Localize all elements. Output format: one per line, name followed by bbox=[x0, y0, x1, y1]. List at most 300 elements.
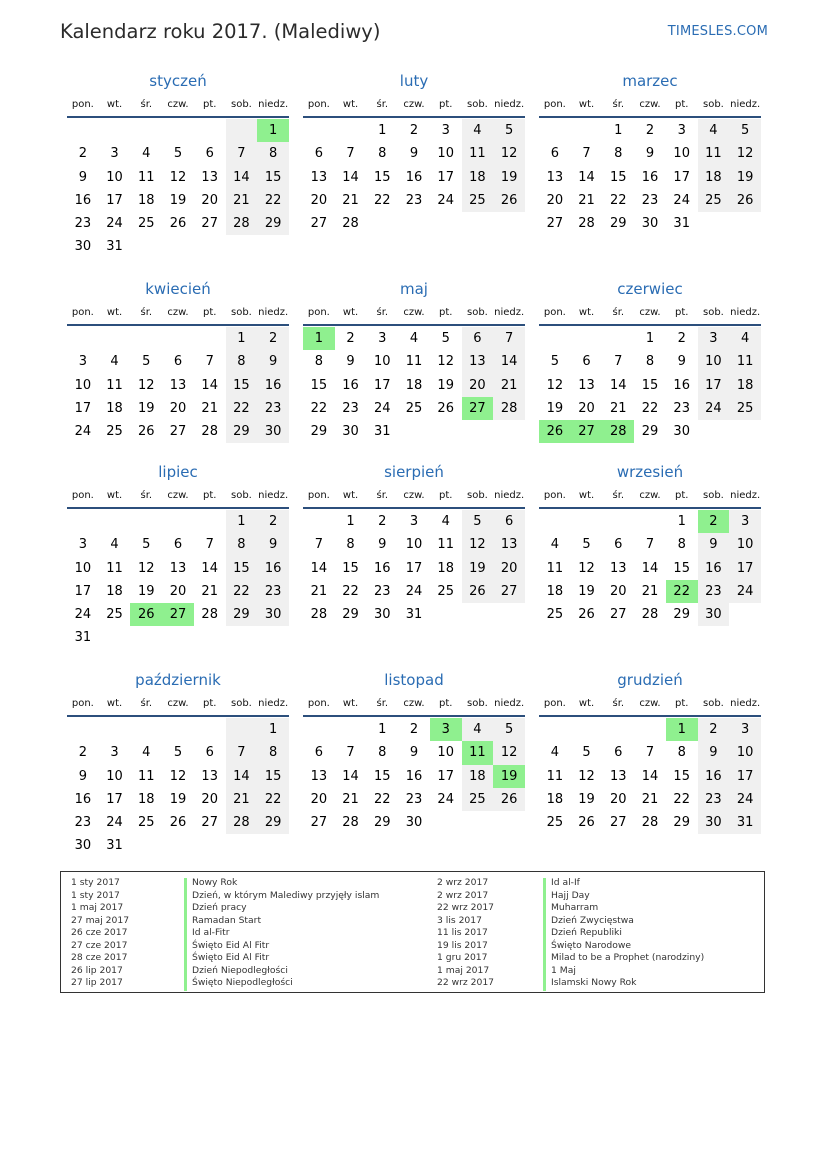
day-cell[interactable]: 3 bbox=[378, 331, 387, 346]
day-cell[interactable]: 29 bbox=[257, 811, 289, 834]
holiday-day-cell[interactable]: 22 bbox=[666, 580, 698, 603]
day-cell[interactable]: 17 bbox=[437, 768, 454, 784]
day-cell[interactable]: 19 bbox=[578, 791, 595, 807]
day-cell[interactable]: 10 bbox=[74, 377, 92, 393]
day-cell[interactable]: 27 bbox=[310, 216, 328, 232]
day-cell[interactable]: 11 bbox=[138, 169, 155, 185]
day-cell[interactable]: 5 bbox=[441, 331, 450, 346]
day-cell[interactable]: 8 bbox=[677, 745, 686, 761]
day-cell[interactable]: 22 bbox=[226, 580, 258, 603]
day-cell[interactable]: 12 bbox=[493, 741, 525, 764]
day-cell[interactable]: 14 bbox=[201, 560, 218, 576]
day-cell[interactable]: 18 bbox=[462, 166, 494, 189]
day-cell[interactable]: 4 bbox=[550, 537, 559, 553]
day-cell[interactable]: 1 bbox=[378, 123, 387, 138]
day-cell[interactable]: 5 bbox=[729, 119, 761, 142]
day-cell[interactable]: 12 bbox=[578, 768, 595, 784]
day-cell[interactable]: 20 bbox=[610, 583, 627, 599]
day-cell[interactable]: 28 bbox=[201, 424, 218, 440]
day-cell[interactable]: 7 bbox=[645, 745, 655, 761]
holiday-day-cell[interactable]: 26 bbox=[130, 603, 162, 626]
day-cell[interactable]: 12 bbox=[437, 354, 454, 370]
day-cell[interactable]: 24 bbox=[74, 607, 92, 623]
day-cell[interactable]: 6 bbox=[314, 146, 323, 162]
day-cell[interactable]: 29 bbox=[673, 607, 690, 623]
day-cell[interactable]: 3 bbox=[441, 123, 450, 138]
holiday-day-cell[interactable]: 1 bbox=[666, 718, 698, 741]
site-link[interactable]: TIMESLES.COM bbox=[667, 24, 768, 39]
day-cell[interactable]: 9 bbox=[257, 533, 289, 556]
day-cell[interactable]: 13 bbox=[201, 768, 218, 784]
day-cell[interactable]: 22 bbox=[226, 397, 258, 420]
day-cell[interactable]: 11 bbox=[729, 350, 761, 373]
day-cell[interactable]: 23 bbox=[74, 216, 92, 232]
day-cell[interactable]: 19 bbox=[493, 166, 525, 189]
day-cell[interactable]: 11 bbox=[437, 537, 454, 553]
day-cell[interactable]: 4 bbox=[698, 119, 730, 142]
day-cell[interactable]: 6 bbox=[614, 537, 623, 553]
day-cell[interactable]: 28 bbox=[641, 815, 659, 831]
day-cell[interactable]: 19 bbox=[138, 400, 155, 416]
day-cell[interactable]: 3 bbox=[729, 718, 761, 741]
day-cell[interactable]: 20 bbox=[169, 583, 187, 599]
day-cell[interactable]: 5 bbox=[462, 510, 494, 533]
day-cell[interactable]: 6 bbox=[205, 745, 214, 761]
day-cell[interactable]: 17 bbox=[106, 791, 123, 807]
day-cell[interactable]: 14 bbox=[342, 169, 359, 185]
day-cell[interactable]: 11 bbox=[106, 377, 123, 393]
holiday-day-cell[interactable]: 27 bbox=[462, 397, 494, 420]
day-cell[interactable]: 21 bbox=[201, 400, 218, 416]
day-cell[interactable]: 13 bbox=[169, 560, 187, 576]
day-cell[interactable]: 1 bbox=[226, 327, 258, 350]
day-cell[interactable]: 12 bbox=[169, 169, 187, 185]
day-cell[interactable]: 1 bbox=[226, 510, 258, 533]
day-cell[interactable]: 29 bbox=[257, 212, 289, 235]
day-cell[interactable]: 14 bbox=[201, 377, 218, 393]
day-cell[interactable]: 12 bbox=[729, 142, 761, 165]
day-cell[interactable]: 15 bbox=[310, 377, 328, 393]
day-cell[interactable]: 25 bbox=[405, 400, 423, 416]
day-cell[interactable]: 17 bbox=[729, 557, 761, 580]
day-cell[interactable]: 28 bbox=[226, 212, 258, 235]
day-cell[interactable]: 23 bbox=[673, 400, 690, 416]
day-cell[interactable]: 16 bbox=[257, 374, 289, 397]
day-cell[interactable]: 2 bbox=[378, 514, 387, 529]
day-cell[interactable]: 29 bbox=[610, 216, 627, 232]
day-cell[interactable]: 7 bbox=[582, 146, 591, 162]
day-cell[interactable]: 19 bbox=[546, 400, 564, 416]
day-cell[interactable]: 29 bbox=[310, 424, 328, 440]
day-cell[interactable]: 30 bbox=[74, 838, 92, 854]
day-cell[interactable]: 7 bbox=[614, 354, 623, 370]
day-cell[interactable]: 10 bbox=[729, 741, 761, 764]
day-cell[interactable]: 21 bbox=[226, 189, 258, 212]
day-cell[interactable]: 30 bbox=[257, 603, 289, 626]
day-cell[interactable]: 10 bbox=[106, 169, 123, 185]
day-cell[interactable]: 17 bbox=[673, 169, 690, 185]
day-cell[interactable]: 9 bbox=[346, 354, 355, 370]
day-cell[interactable]: 30 bbox=[698, 811, 730, 834]
day-cell[interactable]: 23 bbox=[374, 583, 391, 599]
day-cell[interactable]: 21 bbox=[641, 791, 659, 807]
day-cell[interactable]: 30 bbox=[673, 424, 690, 440]
day-cell[interactable]: 11 bbox=[106, 560, 123, 576]
day-cell[interactable]: 22 bbox=[641, 400, 659, 416]
day-cell[interactable]: 20 bbox=[310, 791, 328, 807]
day-cell[interactable]: 5 bbox=[142, 354, 151, 370]
day-cell[interactable]: 15 bbox=[673, 768, 690, 784]
day-cell[interactable]: 4 bbox=[462, 119, 494, 142]
day-cell[interactable]: 15 bbox=[257, 166, 289, 189]
day-cell[interactable]: 20 bbox=[201, 791, 218, 807]
day-cell[interactable]: 12 bbox=[169, 768, 187, 784]
day-cell[interactable]: 22 bbox=[257, 189, 289, 212]
day-cell[interactable]: 31 bbox=[405, 607, 423, 623]
day-cell[interactable]: 29 bbox=[226, 603, 258, 626]
day-cell[interactable]: 10 bbox=[729, 533, 761, 556]
day-cell[interactable]: 8 bbox=[346, 537, 355, 553]
day-cell[interactable]: 25 bbox=[138, 216, 155, 232]
day-cell[interactable]: 19 bbox=[169, 192, 187, 208]
day-cell[interactable]: 19 bbox=[437, 377, 454, 393]
day-cell[interactable]: 22 bbox=[310, 400, 328, 416]
day-cell[interactable]: 30 bbox=[74, 239, 92, 255]
day-cell[interactable]: 20 bbox=[169, 400, 187, 416]
day-cell[interactable]: 2 bbox=[645, 123, 655, 138]
day-cell[interactable]: 28 bbox=[310, 607, 328, 623]
day-cell[interactable]: 21 bbox=[342, 192, 359, 208]
day-cell[interactable]: 13 bbox=[578, 377, 595, 393]
day-cell[interactable]: 14 bbox=[610, 377, 627, 393]
day-cell[interactable]: 31 bbox=[374, 424, 391, 440]
day-cell[interactable]: 4 bbox=[550, 745, 559, 761]
day-cell[interactable]: 26 bbox=[578, 607, 595, 623]
day-cell[interactable]: 25 bbox=[106, 607, 123, 623]
day-cell[interactable]: 25 bbox=[698, 189, 730, 212]
day-cell[interactable]: 21 bbox=[610, 400, 627, 416]
day-cell[interactable]: 14 bbox=[641, 560, 659, 576]
day-cell[interactable]: 29 bbox=[226, 420, 258, 443]
day-cell[interactable]: 15 bbox=[257, 765, 289, 788]
day-cell[interactable]: 12 bbox=[493, 142, 525, 165]
day-cell[interactable]: 21 bbox=[641, 583, 659, 599]
day-cell[interactable]: 17 bbox=[729, 765, 761, 788]
day-cell[interactable]: 19 bbox=[169, 791, 187, 807]
day-cell[interactable]: 18 bbox=[138, 791, 155, 807]
day-cell[interactable]: 1 bbox=[378, 722, 387, 737]
day-cell[interactable]: 1 bbox=[346, 514, 355, 529]
day-cell[interactable]: 11 bbox=[138, 768, 155, 784]
day-cell[interactable]: 3 bbox=[698, 327, 730, 350]
holiday-day-cell[interactable]: 1 bbox=[257, 119, 289, 142]
day-cell[interactable]: 18 bbox=[546, 791, 564, 807]
day-cell[interactable]: 13 bbox=[310, 169, 328, 185]
day-cell[interactable]: 5 bbox=[493, 718, 525, 741]
day-cell[interactable]: 16 bbox=[74, 791, 92, 807]
day-cell[interactable]: 6 bbox=[314, 745, 323, 761]
holiday-day-cell[interactable]: 27 bbox=[571, 420, 603, 443]
day-cell[interactable]: 2 bbox=[257, 327, 289, 350]
holiday-day-cell[interactable]: 3 bbox=[430, 718, 462, 741]
day-cell[interactable]: 1 bbox=[614, 123, 623, 138]
day-cell[interactable]: 10 bbox=[698, 350, 730, 373]
day-cell[interactable]: 25 bbox=[462, 189, 494, 212]
day-cell[interactable]: 24 bbox=[729, 580, 761, 603]
day-cell[interactable]: 16 bbox=[698, 557, 730, 580]
day-cell[interactable]: 8 bbox=[257, 741, 289, 764]
day-cell[interactable]: 19 bbox=[729, 166, 761, 189]
day-cell[interactable]: 24 bbox=[673, 192, 690, 208]
day-cell[interactable]: 3 bbox=[110, 146, 119, 162]
day-cell[interactable]: 2 bbox=[257, 510, 289, 533]
day-cell[interactable]: 19 bbox=[138, 583, 155, 599]
day-cell[interactable]: 8 bbox=[677, 537, 686, 553]
day-cell[interactable]: 17 bbox=[74, 400, 92, 416]
day-cell[interactable]: 7 bbox=[645, 537, 655, 553]
holiday-day-cell[interactable]: 26 bbox=[539, 420, 571, 443]
day-cell[interactable]: 9 bbox=[645, 146, 655, 162]
day-cell[interactable]: 16 bbox=[74, 192, 92, 208]
day-cell[interactable]: 25 bbox=[106, 424, 123, 440]
day-cell[interactable]: 9 bbox=[257, 350, 289, 373]
day-cell[interactable]: 11 bbox=[405, 354, 423, 370]
day-cell[interactable]: 3 bbox=[729, 510, 761, 533]
day-cell[interactable]: 25 bbox=[138, 815, 155, 831]
day-cell[interactable]: 28 bbox=[226, 811, 258, 834]
day-cell[interactable]: 14 bbox=[226, 166, 258, 189]
day-cell[interactable]: 10 bbox=[673, 146, 690, 162]
day-cell[interactable]: 24 bbox=[74, 424, 92, 440]
day-cell[interactable]: 4 bbox=[110, 537, 119, 553]
day-cell[interactable]: 15 bbox=[342, 560, 359, 576]
day-cell[interactable]: 6 bbox=[493, 510, 525, 533]
day-cell[interactable]: 26 bbox=[138, 424, 155, 440]
day-cell[interactable]: 12 bbox=[138, 377, 155, 393]
day-cell[interactable]: 12 bbox=[138, 560, 155, 576]
day-cell[interactable]: 20 bbox=[546, 192, 564, 208]
day-cell[interactable]: 21 bbox=[342, 791, 359, 807]
day-cell[interactable]: 30 bbox=[374, 607, 391, 623]
day-cell[interactable]: 20 bbox=[310, 192, 328, 208]
day-cell[interactable]: 19 bbox=[462, 557, 494, 580]
day-cell[interactable]: 18 bbox=[462, 765, 494, 788]
day-cell[interactable]: 11 bbox=[546, 768, 564, 784]
day-cell[interactable]: 5 bbox=[493, 119, 525, 142]
day-cell[interactable]: 17 bbox=[437, 169, 454, 185]
day-cell[interactable]: 14 bbox=[310, 560, 328, 576]
day-cell[interactable]: 15 bbox=[610, 169, 627, 185]
day-cell[interactable]: 9 bbox=[677, 354, 686, 370]
day-cell[interactable]: 6 bbox=[614, 745, 623, 761]
day-cell[interactable]: 4 bbox=[142, 146, 151, 162]
day-cell[interactable]: 5 bbox=[550, 354, 559, 370]
day-cell[interactable]: 14 bbox=[578, 169, 595, 185]
day-cell[interactable]: 21 bbox=[493, 374, 525, 397]
day-cell[interactable]: 9 bbox=[409, 745, 419, 761]
day-cell[interactable]: 17 bbox=[374, 377, 391, 393]
day-cell[interactable]: 15 bbox=[226, 557, 258, 580]
day-cell[interactable]: 13 bbox=[169, 377, 187, 393]
day-cell[interactable]: 30 bbox=[698, 603, 730, 626]
day-cell[interactable]: 29 bbox=[641, 424, 659, 440]
day-cell[interactable]: 24 bbox=[374, 400, 391, 416]
day-cell[interactable]: 29 bbox=[673, 815, 690, 831]
day-cell[interactable]: 23 bbox=[257, 397, 289, 420]
day-cell[interactable]: 27 bbox=[169, 424, 187, 440]
day-cell[interactable]: 8 bbox=[378, 146, 387, 162]
day-cell[interactable]: 23 bbox=[698, 788, 730, 811]
day-cell[interactable]: 7 bbox=[493, 327, 525, 350]
day-cell[interactable]: 16 bbox=[257, 557, 289, 580]
day-cell[interactable]: 17 bbox=[405, 560, 423, 576]
day-cell[interactable]: 14 bbox=[493, 350, 525, 373]
day-cell[interactable]: 28 bbox=[342, 815, 359, 831]
day-cell[interactable]: 8 bbox=[257, 142, 289, 165]
day-cell[interactable]: 22 bbox=[673, 791, 690, 807]
day-cell[interactable]: 13 bbox=[493, 533, 525, 556]
day-cell[interactable]: 7 bbox=[205, 354, 214, 370]
day-cell[interactable]: 27 bbox=[610, 815, 627, 831]
day-cell[interactable]: 6 bbox=[582, 354, 591, 370]
holiday-day-cell[interactable]: 11 bbox=[462, 741, 494, 764]
day-cell[interactable]: 12 bbox=[546, 377, 564, 393]
day-cell[interactable]: 26 bbox=[462, 580, 494, 603]
day-cell[interactable]: 20 bbox=[610, 791, 627, 807]
day-cell[interactable]: 13 bbox=[610, 560, 627, 576]
day-cell[interactable]: 31 bbox=[106, 239, 123, 255]
day-cell[interactable]: 24 bbox=[106, 815, 123, 831]
day-cell[interactable]: 24 bbox=[405, 583, 423, 599]
day-cell[interactable]: 20 bbox=[578, 400, 595, 416]
day-cell[interactable]: 2 bbox=[78, 745, 87, 761]
day-cell[interactable]: 26 bbox=[578, 815, 595, 831]
day-cell[interactable]: 3 bbox=[78, 354, 87, 370]
day-cell[interactable]: 16 bbox=[698, 765, 730, 788]
day-cell[interactable]: 9 bbox=[698, 533, 730, 556]
day-cell[interactable]: 17 bbox=[74, 583, 92, 599]
day-cell[interactable]: 25 bbox=[437, 583, 454, 599]
day-cell[interactable]: 29 bbox=[374, 815, 391, 831]
day-cell[interactable]: 13 bbox=[462, 350, 494, 373]
day-cell[interactable]: 3 bbox=[409, 514, 419, 529]
day-cell[interactable]: 26 bbox=[729, 189, 761, 212]
day-cell[interactable]: 20 bbox=[462, 374, 494, 397]
day-cell[interactable]: 10 bbox=[106, 768, 123, 784]
day-cell[interactable]: 3 bbox=[677, 123, 686, 138]
day-cell[interactable]: 28 bbox=[493, 397, 525, 420]
day-cell[interactable]: 27 bbox=[610, 607, 627, 623]
day-cell[interactable]: 9 bbox=[78, 768, 87, 784]
day-cell[interactable]: 7 bbox=[346, 745, 355, 761]
day-cell[interactable]: 2 bbox=[698, 718, 730, 741]
day-cell[interactable]: 2 bbox=[677, 331, 686, 346]
day-cell[interactable]: 16 bbox=[342, 377, 359, 393]
day-cell[interactable]: 25 bbox=[462, 788, 494, 811]
day-cell[interactable]: 1 bbox=[677, 514, 686, 529]
day-cell[interactable]: 26 bbox=[169, 216, 187, 232]
day-cell[interactable]: 9 bbox=[409, 146, 419, 162]
day-cell[interactable]: 15 bbox=[374, 169, 391, 185]
holiday-day-cell[interactable]: 2 bbox=[698, 510, 730, 533]
day-cell[interactable]: 25 bbox=[546, 607, 564, 623]
day-cell[interactable]: 18 bbox=[138, 192, 155, 208]
day-cell[interactable]: 5 bbox=[173, 146, 183, 162]
day-cell[interactable]: 7 bbox=[226, 741, 258, 764]
day-cell[interactable]: 16 bbox=[405, 169, 423, 185]
day-cell[interactable]: 9 bbox=[378, 537, 387, 553]
day-cell[interactable]: 17 bbox=[106, 192, 123, 208]
day-cell[interactable]: 8 bbox=[645, 354, 655, 370]
day-cell[interactable]: 11 bbox=[698, 142, 730, 165]
day-cell[interactable]: 13 bbox=[610, 768, 627, 784]
holiday-day-cell[interactable]: 27 bbox=[162, 603, 194, 626]
day-cell[interactable]: 7 bbox=[346, 146, 355, 162]
day-cell[interactable]: 7 bbox=[314, 537, 323, 553]
day-cell[interactable]: 6 bbox=[205, 146, 214, 162]
day-cell[interactable]: 4 bbox=[462, 718, 494, 741]
day-cell[interactable]: 28 bbox=[342, 216, 359, 232]
day-cell[interactable]: 8 bbox=[378, 745, 387, 761]
day-cell[interactable]: 8 bbox=[314, 354, 323, 370]
day-cell[interactable]: 26 bbox=[493, 788, 525, 811]
day-cell[interactable]: 20 bbox=[493, 557, 525, 580]
day-cell[interactable]: 13 bbox=[310, 768, 328, 784]
day-cell[interactable]: 31 bbox=[729, 811, 761, 834]
day-cell[interactable]: 1 bbox=[645, 331, 655, 346]
day-cell[interactable]: 27 bbox=[546, 216, 564, 232]
day-cell[interactable]: 28 bbox=[201, 607, 218, 623]
day-cell[interactable]: 27 bbox=[201, 815, 218, 831]
day-cell[interactable]: 27 bbox=[201, 216, 218, 232]
day-cell[interactable]: 28 bbox=[578, 216, 595, 232]
day-cell[interactable]: 1 bbox=[257, 718, 289, 741]
day-cell[interactable]: 6 bbox=[462, 327, 494, 350]
day-cell[interactable]: 24 bbox=[698, 397, 730, 420]
day-cell[interactable]: 22 bbox=[610, 192, 627, 208]
holiday-day-cell[interactable]: 28 bbox=[602, 420, 634, 443]
day-cell[interactable]: 23 bbox=[641, 192, 659, 208]
day-cell[interactable]: 6 bbox=[173, 537, 183, 553]
day-cell[interactable]: 23 bbox=[405, 791, 423, 807]
day-cell[interactable]: 2 bbox=[409, 123, 419, 138]
day-cell[interactable]: 4 bbox=[142, 745, 151, 761]
day-cell[interactable]: 23 bbox=[405, 192, 423, 208]
day-cell[interactable]: 18 bbox=[437, 560, 454, 576]
day-cell[interactable]: 22 bbox=[342, 583, 359, 599]
day-cell[interactable]: 21 bbox=[578, 192, 595, 208]
day-cell[interactable]: 7 bbox=[205, 537, 214, 553]
day-cell[interactable]: 10 bbox=[74, 560, 92, 576]
day-cell[interactable]: 16 bbox=[641, 169, 659, 185]
day-cell[interactable]: 2 bbox=[78, 146, 87, 162]
day-cell[interactable]: 14 bbox=[342, 768, 359, 784]
day-cell[interactable]: 30 bbox=[641, 216, 659, 232]
day-cell[interactable]: 3 bbox=[110, 745, 119, 761]
day-cell[interactable]: 17 bbox=[698, 374, 730, 397]
day-cell[interactable]: 10 bbox=[437, 146, 454, 162]
day-cell[interactable]: 24 bbox=[729, 788, 761, 811]
holiday-day-cell[interactable]: 19 bbox=[493, 765, 525, 788]
day-cell[interactable]: 27 bbox=[493, 580, 525, 603]
day-cell[interactable]: 23 bbox=[342, 400, 359, 416]
day-cell[interactable]: 14 bbox=[226, 765, 258, 788]
day-cell[interactable]: 30 bbox=[257, 420, 289, 443]
day-cell[interactable]: 10 bbox=[374, 354, 391, 370]
day-cell[interactable]: 8 bbox=[226, 350, 258, 373]
day-cell[interactable]: 9 bbox=[78, 169, 87, 185]
day-cell[interactable]: 6 bbox=[550, 146, 559, 162]
